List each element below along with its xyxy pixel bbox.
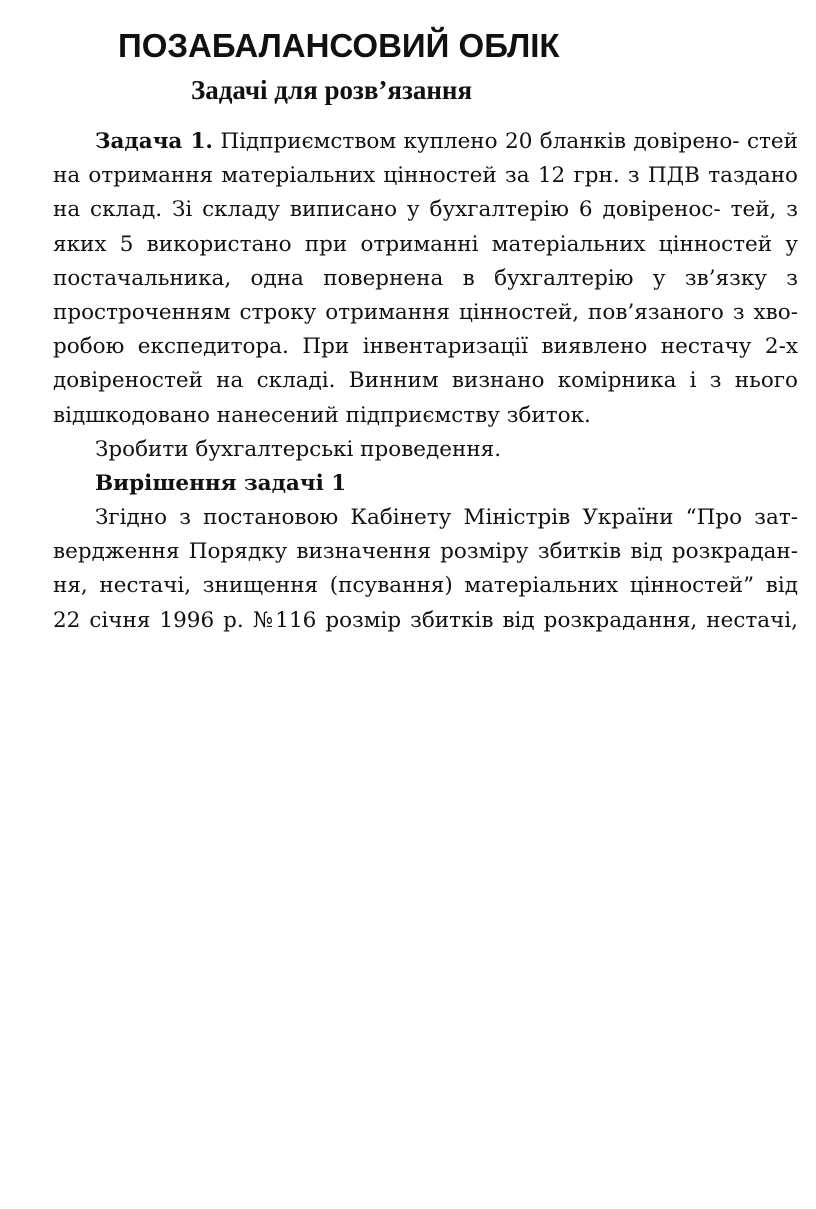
task-line: яких 5 використано при отриманні матеріальних цінностей у (53, 231, 798, 257)
task-label: Задача 1. (95, 129, 213, 154)
task-instruction: Зробити бухгалтерські проведення. (95, 436, 502, 462)
task-line: на отримання матеріальних цінностей за 12 грн. з ПДВ таздано (53, 163, 798, 189)
task-text: Підприємством куплено 20 бланків довірено- стей (220, 129, 798, 154)
solution-heading: Вирішення задачі 1 (95, 470, 347, 496)
solution-line: вердження Порядку визначення розміру збитків від розкрадан- (53, 539, 798, 565)
solution-line: 22 січня 1996 р. №116 розмір збитків від розкрадання, нестачі, (53, 607, 798, 633)
task-line: постачальника, одна повернена в бухгалтерію у зв’язку з (53, 265, 798, 291)
solution-line: Згідно з постановою Кабінету Міністрів України “Про зат- (95, 505, 798, 531)
task-line: простроченням строку отримання цінностей, пов’язаного з хво- (53, 299, 798, 325)
task-line: довіреностей на складі. Винним визнано комірника і з нього (53, 368, 798, 394)
section-subtitle: Задачі для розв’язання (191, 75, 473, 105)
document-body (53, 125, 798, 638)
page-title: ПОЗАБАЛАНСОВИЙ ОБЛІК (118, 27, 560, 64)
task-line: робою експедитора. При інвентаризації виявлено нестачу 2-х (53, 334, 798, 360)
solution-line: ня, нестачі, знищення (псування) матеріальних цінностей” від (53, 573, 798, 599)
task-line: на склад. Зі складу виписано у бухгалтерію 6 довіренос- тей, з (53, 197, 798, 223)
task-line (53, 125, 798, 159)
task-line-last: відшкодовано нанесений підприємству збиток. (53, 402, 591, 428)
